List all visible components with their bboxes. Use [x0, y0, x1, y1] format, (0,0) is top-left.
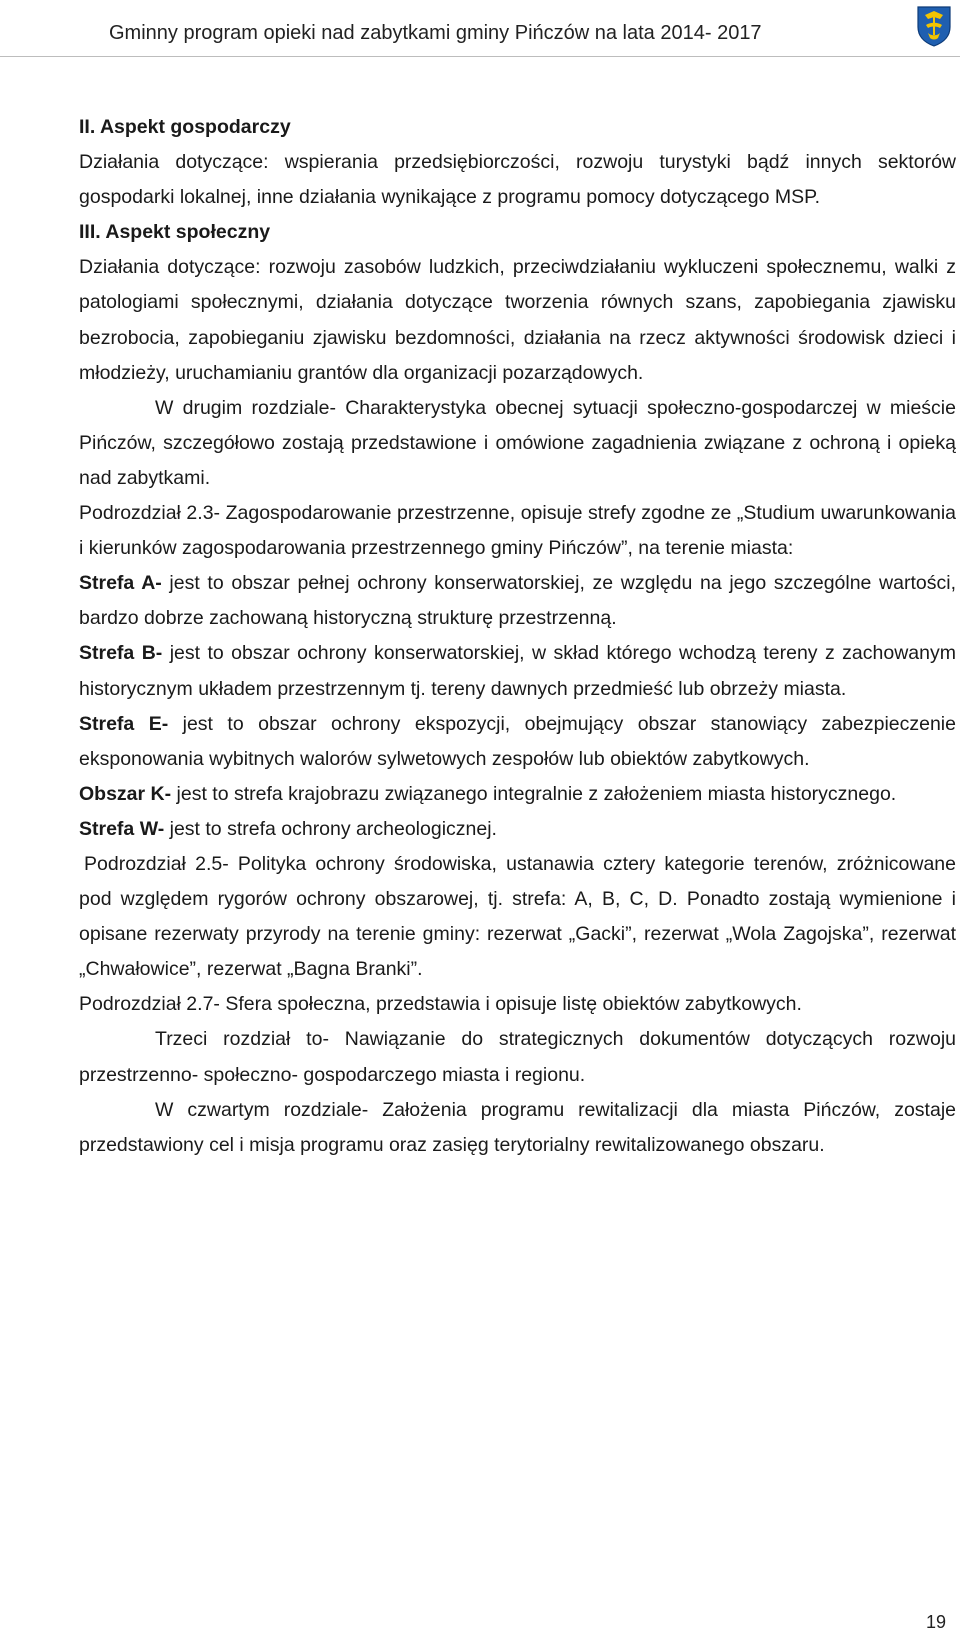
coat-of-arms-icon — [916, 5, 952, 47]
paragraph-aspekt-spoleczny: Działania dotyczące: rozwoju zasobów ludzkich, przeciwdziałaniu wykluczeni społecznemu, walki z patologiami społecznymi, działania dotyczące tworzenia równych szans, zapobiegania zjawisku bezrobocia, zapobieganiu zjawisku bezdomności, działania na rzecz aktywności środowisk dzieci i młodzieży, uruchamianiu grantów dla organizacji pozarządowych. — [79, 256, 956, 384]
paragraph-obszar-k — [79, 777, 956, 812]
paragraph-strefa-a — [79, 566, 956, 636]
strefa-e-label: Strefa E- — [79, 712, 169, 735]
strefa-b-text: jest to obszar ochrony konserwatorskiej, w skład którego wchodzą tereny z zachowanym historycznym układem przestrzennym tj. tereny dawnych przedmieść lub obrzeży miasta. — [79, 642, 956, 700]
document-body — [79, 110, 956, 1163]
paragraph-strefa-w — [79, 812, 956, 847]
section-heading-aspekt-spoleczny: III. Aspekt społeczny — [79, 221, 271, 244]
page-number: 19 — [925, 1612, 946, 1632]
paragraph-rozdzial-drugi: W drugim rozdziale- Charakterystyka obecnej sytuacji społeczno-gospodarczej w mieście Pińczów, szczegółowo zostają przedstawione i omówione zagadnienia związane z ochroną i opieką nad zabytkami. — [79, 396, 956, 489]
strefa-a-label: Strefa A- — [79, 572, 162, 595]
obszar-k-text: jest to strefa krajobrazu związanego integralnie z założeniem miasta historycznego. — [171, 782, 897, 805]
paragraph-podrozdzial-2-7: Podrozdział 2.7- Sfera społeczna, przedstawia i opisuje listę obiektów zabytkowych. — [79, 993, 802, 1016]
paragraph-rozdzial-czwarty: W czwartym rozdziale- Założenia programu rewitalizacji dla miasta Pińczów, zostaje przedstawiony cel i misja programu oraz zasięg terytorialny rewitalizowanego obszaru. — [79, 1098, 956, 1156]
paragraph-aspekt-gospodarczy: Działania dotyczące: wspierania przedsiębiorczości, rozwoju turystyki bądź innych sektorów gospodarki lokalnej, inne działania wynikające z programu pomocy dotyczącego MSP. — [79, 151, 956, 209]
paragraph-podrozdzial-2-3: Podrozdział 2.3- Zagospodarowanie przestrzenne, opisuje strefy zgodne ze „Studium uwarunkowania i kierunków zagospodarowania przestrzennego gminy Pińczów”, na terenie miasta: — [79, 502, 956, 560]
strefa-w-text: jest to strefa ochrony archeologicznej. — [164, 817, 497, 840]
page-header — [0, 0, 960, 57]
paragraph-podrozdzial-2-5: Podrozdział 2.5- Polityka ochrony środowiska, ustanawia cztery kategorie terenów, zróżnicowane pod względem rygorów ochrony obszarowej, tj. strefa: A, B, C, D. Ponadto zostają wymienione i opisane rezerwaty przyrody na terenie gminy: rezerwat „Gacki”, rezerwat „Wola Zagojska”, rezerwat „Chwałowice”, rezerwat „Bagna Branki”. — [79, 852, 956, 981]
paragraph-strefa-b — [79, 636, 956, 706]
document-title: Gminny program opieki nad zabytkami gminy Pińczów na lata 2014- 2017 — [109, 22, 762, 44]
paragraph-strefa-e — [79, 707, 956, 777]
paragraph-rozdzial-trzeci: Trzeci rozdział to- Nawiązanie do strategicznych dokumentów dotyczących rozwoju przestrzenno- społeczno- gospodarczego miasta i regionu. — [79, 1028, 956, 1086]
strefa-b-label: Strefa B- — [79, 642, 163, 665]
obszar-k-label: Obszar K- — [79, 782, 172, 805]
strefa-e-text: jest to obszar ochrony ekspozycji, obejmujący obszar stanowiący zabezpieczenie eksponowania wybitnych walorów sylwetowych zespołów lub obiektów zabytkowych. — [79, 712, 956, 770]
strefa-w-label: Strefa W- — [79, 817, 165, 840]
section-heading-aspekt-gospodarczy: II. Aspekt gospodarczy — [79, 116, 291, 138]
strefa-a-text: jest to obszar pełnej ochrony konserwatorskiej, ze względu na jego szczególne wartości, bardzo dobrze zachowaną historyczną strukturę przestrzenną. — [79, 572, 956, 630]
